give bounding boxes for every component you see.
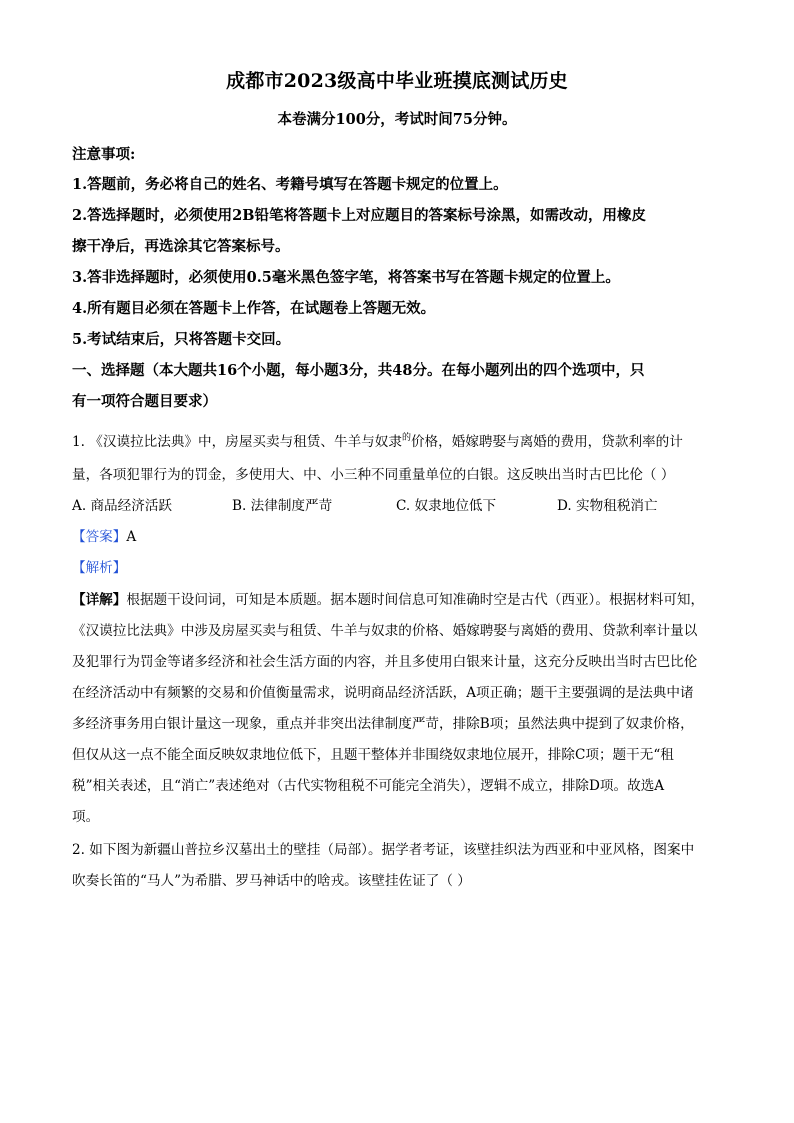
question-1-stem-part-a: 1. 《汉谟拉比法典》中，房屋买卖与租赁、牛羊与奴隶 [72,434,402,450]
question-1-option-a: A. 商品经济活跃 [72,498,173,514]
question-1-answer [72,525,722,545]
notice-item-2-cont: 擦干净后，再选涂其它答案标号。 [72,238,290,255]
question-1-detail-line1 [72,588,722,608]
page-subtitle: 本卷满分100分，考试时间75分钟。 [277,111,517,128]
page-title: 成都市2023级高中毕业班摸底测试历史 [226,70,568,92]
detail-text-1: 根据题干设问词，可知是本质题。据本题时间信息可知准确时空是古代（西亚）。根据材料可知， [126,592,705,608]
question-1-stem-superscript: 的 [401,433,411,443]
question-1-option-c: C. 奴隶地位低下 [396,498,497,514]
question-1-detail-line4: 在经济活动中有频繁的交易和价值衡量需求，说明商品经济活跃，A项正确；题干主要强调的是法典中诸 [72,685,694,701]
question-1-stem-part-b: 价格，婚嫁聘娶与离婚的费用，贷款利率的计 [410,434,683,450]
question-2-stem-line2: 吹奏长笛的“马人”为希腊、罗马神话中的啥戎。该壁挂佐证了（ ） [72,873,471,889]
question-1-detail-line6: 但仅从这一点不能全面反映奴隶地位低下，且题干整体并非围绕奴隶地位展开，排除C项；题干无“租 [72,747,674,763]
question-1-option-b: B. 法律制度严苛 [232,498,333,514]
question-1-stem-line1 [72,430,722,450]
detail-label: 【详解】 [72,592,127,608]
question-2-stem-line1: 2. 如下图为新疆山普拉乡汉墓出土的壁挂（局部）。据学者考证，该壁挂织法为西亚和中亚风格，图案中 [72,842,695,858]
notice-item-4: 4.所有题目必须在答题卡上作答，在试题卷上答题无效。 [72,300,436,317]
notice-heading: 注意事项: [72,146,136,163]
analysis-label: 【解析】 [72,560,127,576]
question-1-detail-line3: 及犯罪行为罚金等诸多经济和社会生活方面的内容，并且多使用白银来计量，这充分反映出当时古巴比伦 [72,654,698,670]
notice-item-3: 3.答非选择题时，必须使用0.5毫米黑色签字笔，将答案书写在答题卡规定的位置上。 [72,269,620,286]
question-1-analysis-label [72,556,722,576]
question-1-detail-line8: 项。 [72,809,100,825]
question-1-detail-line5: 多经济事务用白银计量这一现象，重点并非突出法律制度严苛，排除B项；虽然法典中提到了奴隶价格， [72,716,694,732]
section-heading-line1: 一、选择题（本大题共16个小题，每小题3分，共48分。在每小题列出的四个选项中，只 [72,362,645,379]
question-1-stem-line2: 量，各项犯罪行为的罚金，多使用大、中、小三种不同重量单位的白银。这反映出当时古巴比伦（ ） [72,467,675,483]
question-1-detail-line2: 《汉谟拉比法典》中涉及房屋买卖与租赁、牛羊与奴隶的价格、婚嫁聘娶与离婚的费用、贷款利率计量以 [72,623,698,639]
answer-label: 【答案】 [72,529,127,545]
section-heading-line2: 有一项符合题目要求） [72,393,217,410]
notice-item-5: 5.考试结束后，只将答题卡交回。 [72,331,291,348]
notice-item-2: 2.答选择题时，必须使用2B铅笔将答题卡上对应题目的答案标号涂黑，如需改动，用橡皮 [72,207,646,224]
question-1-detail-line7: 税”相关表述，且“消亡”表述绝对（古代实物租税不可能完全消失），逻辑不成立，排除D项。故选A [72,778,665,794]
answer-value: A [126,529,137,545]
question-1-option-d: D. 实物租税消亡 [557,498,658,514]
notice-item-1: 1.答题前，务必将自己的姓名、考籍号填写在答题卡规定的位置上。 [72,176,508,193]
